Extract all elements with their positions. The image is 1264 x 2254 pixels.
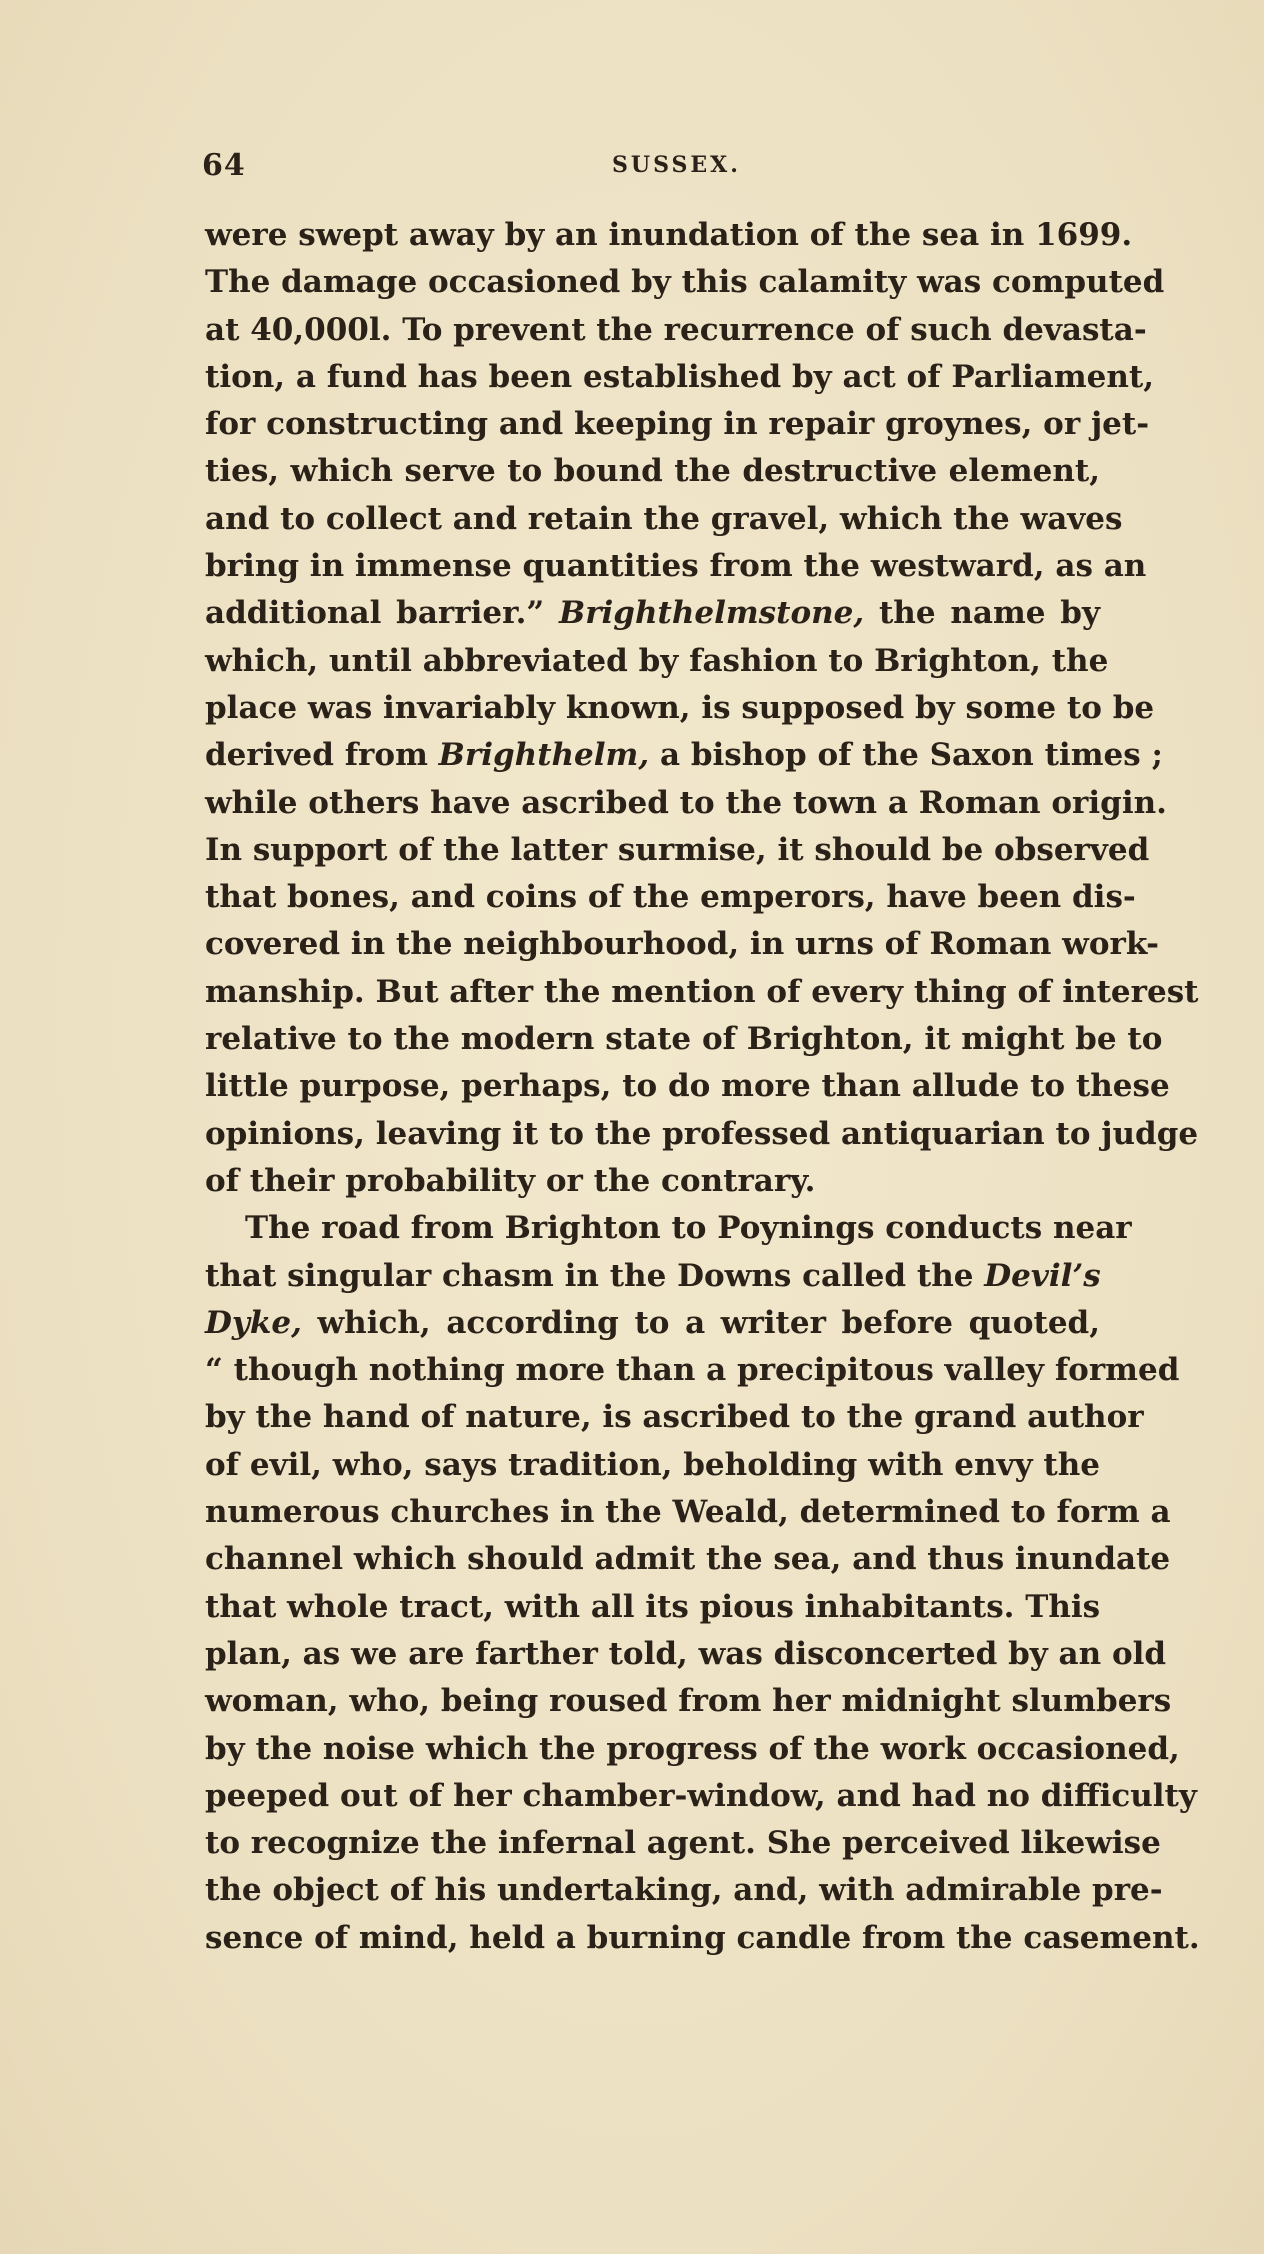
text-line: additional barrier.” Brighthelmstone, the name by [205,595,1100,632]
text-line: while others have ascribed to the town a Roman origin. [205,784,1167,821]
text-line: Dyke, which, according to a writer before quoted, [205,1304,1101,1341]
text-line: covered in the neighbourhood, in urns of Roman work- [205,926,1159,963]
text-line: bring in immense quantities from the westward, as an [205,548,1147,585]
text-line: that singular chasm in the Downs called the Devil’s [205,1257,1101,1294]
italic-word: Brighthelmstone, [559,595,865,632]
text-line: The road from Brighton to Poynings conducts near [245,1210,1132,1247]
text-line: that whole tract, with all its pious inhabitants. This [205,1588,1101,1625]
text-line: The damage occasioned by this calamity was computed [205,264,1165,301]
text-line: opinions, leaving it to the professed antiquarian to judge [205,1115,1199,1152]
text-line: “ though nothing more than a precipitous valley formed [205,1352,1180,1389]
italic-word: Brighthelm, [438,737,650,774]
text-line: that bones, and coins of the emperors, have been dis- [205,879,1136,916]
text-line: peeped out of her chamber-window, and had no difficulty [205,1777,1197,1814]
text-line: at 40,000l. To prevent the recurrence of such devasta- [205,311,1147,348]
page-header [202,148,1082,188]
italic-word: Devil’s [984,1257,1101,1294]
text-line: ties, which serve to bound the destructive element, [205,453,1100,490]
text-line: manship. But after the mention of every thing of interest [205,973,1199,1010]
text-line: which, until abbreviated by fashion to Brighton, the [205,642,1109,679]
text-line: In support of the latter surmise, it should be observed [205,831,1150,868]
page-number: 64 [202,148,246,183]
italic-word: Dyke, [205,1304,302,1341]
text-line: and to collect and retain the gravel, which the waves [205,500,1123,537]
text-line: by the hand of nature, is ascribed to the grand author [205,1399,1144,1436]
text-line: of their probability or the contrary. [205,1162,816,1199]
text-line: plan, as we are farther told, was disconcerted by an old [205,1635,1167,1672]
text-line: tion, a fund has been established by act of Parliament, [205,358,1155,395]
text-line: for constructing and keeping in repair groynes, or jet- [205,406,1150,443]
text-line: were swept away by an inundation of the sea in 1699. [205,217,1133,253]
text-line: by the noise which the progress of the work occasioned, [205,1730,1180,1767]
text-line: to recognize the infernal agent. She perceived likewise [205,1825,1161,1862]
text-line: of evil, who, says tradition, beholding with envy the [205,1446,1100,1483]
text-line: relative to the modern state of Brighton, it might be to [205,1021,1163,1058]
text-line: little purpose, perhaps, to do more than allude to these [205,1068,1170,1105]
text-line: derived from Brighthelm, a bishop of the Saxon times ; [205,737,1163,774]
text-line: channel which should admit the sea, and thus inundate [205,1541,1171,1578]
text-line: woman, who, being roused from her midnight slumbers [205,1683,1172,1720]
running-head: SUSSEX. [612,152,741,178]
text-line: sence of mind, held a burning candle from the casement. [205,1919,1200,1956]
body-text [205,212,1200,1962]
text-line: place was invariably known, is supposed by some to be [205,689,1155,726]
text-line: the object of his undertaking, and, with admirable pre- [205,1872,1163,1909]
text-line: numerous churches in the Weald, determined to form a [205,1494,1171,1531]
